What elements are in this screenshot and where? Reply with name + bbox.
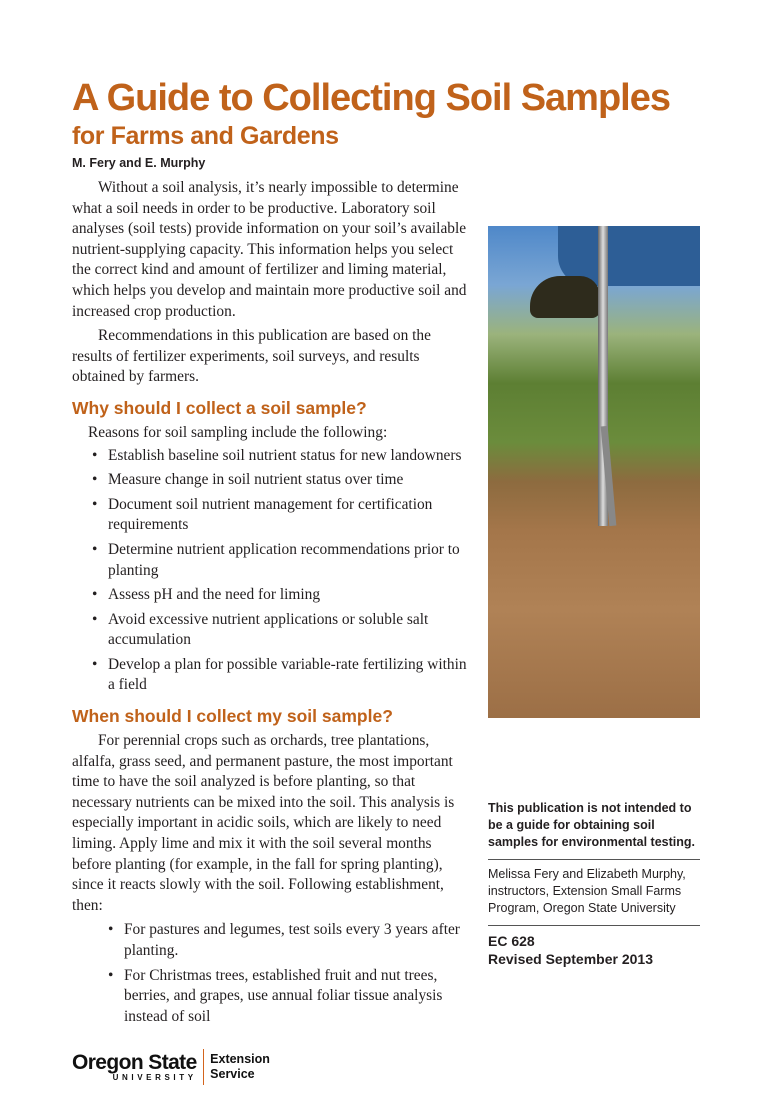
disclaimer-note: This publication is not intended to be a guide for obtaining soil samples for environmental testing. <box>488 801 695 849</box>
revision-date: Revised September 2013 <box>488 951 653 967</box>
boot-shape <box>530 276 600 318</box>
section-heading: Why should I collect a soil sample? <box>72 397 367 418</box>
logo-name: Oregon State <box>72 1051 197 1075</box>
divider <box>488 925 700 926</box>
section-heading: When should I collect my soil sample? <box>72 706 393 727</box>
logo-unit-line1: Extension <box>210 1052 270 1067</box>
bullet-list <box>72 446 472 697</box>
paragraph: Without a soil analysis, it’s nearly impossible to determine what a soil needs in order to be productive. Laboratory soil analyses (soil tests) provide information on your soil’s available nutrient-supplying capacity. This information helps you select the correct kind and amount of fertilizer and liming material, which helps you develop and maintain more productive soil and increased crop production. <box>72 179 467 320</box>
main-column <box>72 178 472 1027</box>
list-item: • Assess pH and the need for liming <box>108 585 472 606</box>
logo-unit-line2: Service <box>210 1067 255 1082</box>
author-credits: Melissa Fery and Elizabeth Murphy, instructors, Extension Small Farms Program, Oregon State University <box>488 867 686 915</box>
sidebar <box>488 800 700 968</box>
list-item: • Avoid excessive nutrient applications or soluble salt accumulation <box>108 610 472 651</box>
publication-number: EC 628 <box>488 933 535 949</box>
authors: M. Fery and E. Murphy <box>72 156 206 170</box>
list-item: • For pastures and legumes, test soils every 3 years after planting. <box>124 920 472 961</box>
paragraph: Reasons for soil sampling include the following: <box>88 423 388 441</box>
logo-divider <box>203 1049 205 1085</box>
list-item: • Measure change in soil nutrient status over time <box>108 470 472 491</box>
logo-university: UNIVERSITY <box>112 1073 197 1083</box>
list-item: • Determine nutrient application recommendations prior to planting <box>108 540 472 581</box>
paragraph: For perennial crops such as orchards, tree plantations, alfalfa, grass seed, and permanent pasture, the most important time to have the soil analyzed is before planting, so that necessary nutrients can be mixed into the soil. This analysis is especially important in acidic soils, which are likely to need liming. Apply lime and mix it with the soil several months before planting (for example, in the fall for spring planting), since it reacts slowly with the soil. Following establishment, then: <box>72 732 455 914</box>
divider <box>488 859 700 860</box>
osu-extension-logo <box>72 1049 748 1105</box>
list-item: • Document soil nutrient management for certification requirements <box>108 495 472 536</box>
list-item: • Establish baseline soil nutrient status for new landowners <box>108 446 472 467</box>
document-title: A Guide to Collecting Soil Samples <box>72 77 671 119</box>
paragraph: Recommendations in this publication are based on the results of fertilizer experiments, soil surveys, and results obtained by farmers. <box>72 327 431 386</box>
list-item: • For Christmas trees, established fruit and nut trees, berries, and grapes, use annual foliar tissue analysis instead of soil <box>124 966 472 1028</box>
list-item: • Develop a plan for possible variable-rate fertilizing within a field <box>108 655 472 696</box>
document-subtitle: for Farms and Gardens <box>72 122 339 150</box>
soil-probe-photo <box>488 226 700 718</box>
bullet-list <box>72 920 472 1027</box>
